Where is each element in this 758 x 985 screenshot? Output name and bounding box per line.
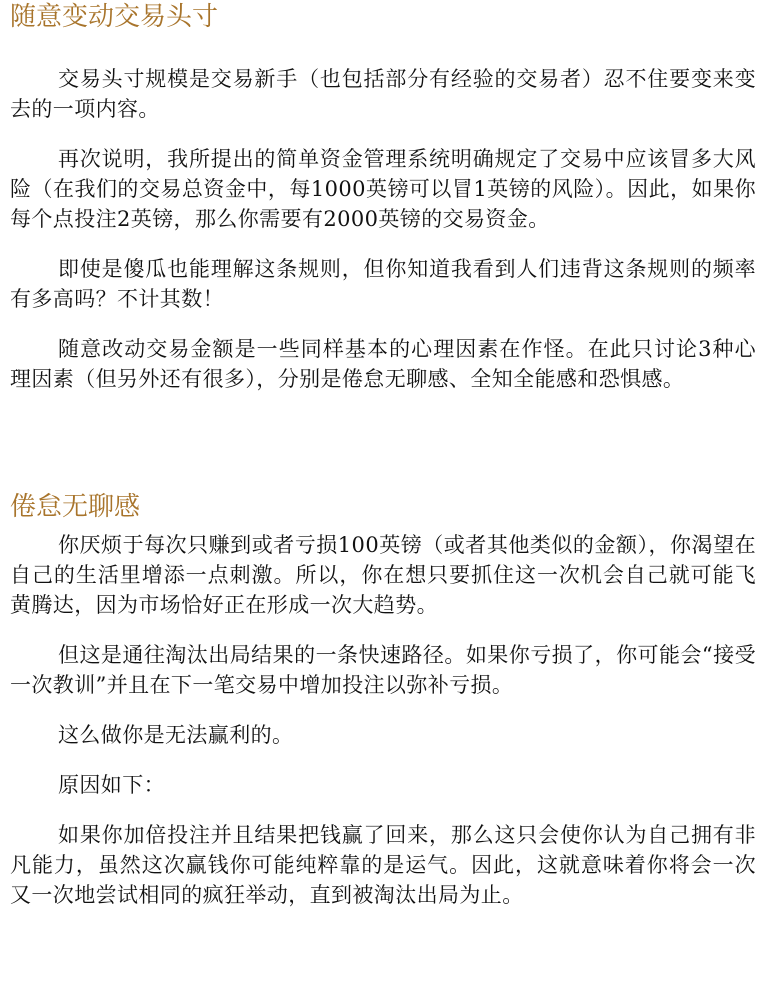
paragraph: 这么做你是无法赢利的。 <box>58 723 294 747</box>
section-body <box>10 530 756 910</box>
paragraph: 但这是通往淘汰出局结果的一条快速路径。如果你亏损了，你可能会“接受一次教训”并且在下一笔交易中增加投注以弥补亏损。 <box>10 643 756 697</box>
paragraph: 交易头寸规模是交易新手（也包括部分有经验的交易者）忍不住要变来变去的一项内容。 <box>10 67 756 121</box>
paragraph: 再次说明，我所提出的简单资金管理系统明确规定了交易中应该冒多大风险（在我们的交易总资金中，每1000英镑可以冒1英镑的风险）。因此，如果你每个点投注2英镑，那么你需要有2000英镑的交易资金。 <box>10 147 756 231</box>
paragraph: 如果你加倍投注并且结果把钱赢了回来，那么这只会使你认为自己拥有非凡能力，虽然这次赢钱你可能纯粹靠的是运气。因此，这就意味着你将会一次又一次地尝试相同的疯狂举动，直到被淘汰出局为止。 <box>10 823 756 907</box>
section-heading: 随意变动交易头寸 <box>10 2 219 32</box>
paragraph: 即使是傻瓜也能理解这条规则，但你知道我看到人们违背这条规则的频率有多高吗？不计其数！ <box>10 257 756 311</box>
paragraph: 随意改动交易金额是一些同样基本的心理因素在作怪。在此只讨论3种心理因素（但另外还有很多），分别是倦怠无聊感、全知全能感和恐惧感。 <box>10 337 756 391</box>
section-heading: 倦怠无聊感 <box>10 492 141 522</box>
section-body <box>10 64 756 394</box>
paragraph: 你厌烦于每次只赚到或者亏损100英镑（或者其他类似的金额），你渴望在自己的生活里增添一点刺激。所以，你在想只要抓住这一次机会自己就可能飞黄腾达，因为市场恰好正在形成一次大趋势。 <box>10 533 756 617</box>
paragraph: 原因如下： <box>58 773 165 797</box>
